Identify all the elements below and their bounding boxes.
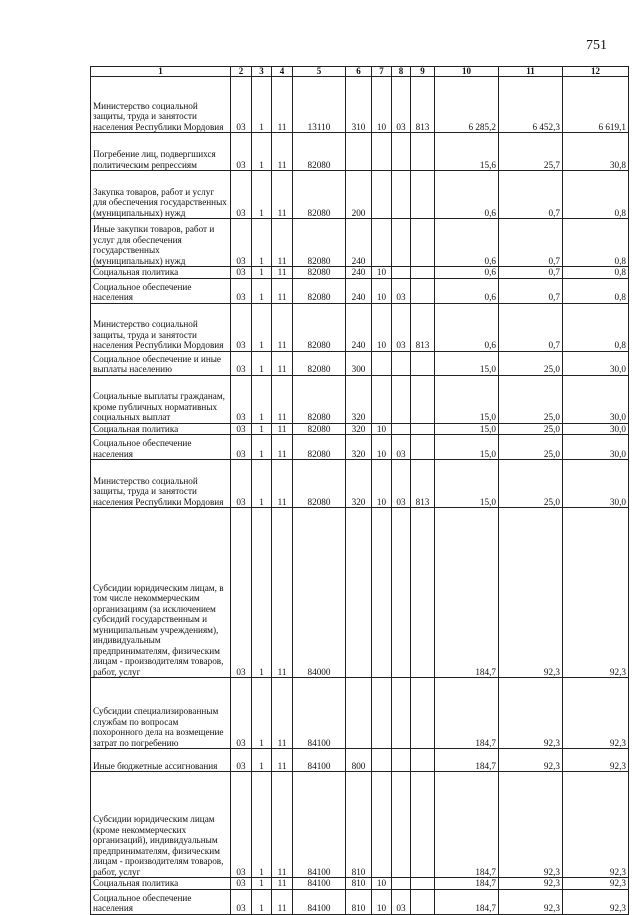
cell-col-2: 03 — [231, 435, 252, 460]
cell-col-10: 0,6 — [435, 171, 499, 219]
cell-col-12: 30,0 — [563, 375, 629, 423]
cell-col-2: 03 — [231, 267, 252, 279]
cell-col-8 — [392, 878, 411, 890]
cell-col-10: 184,7 — [435, 878, 499, 890]
cell-col-9 — [411, 435, 435, 460]
cell-col-10: 0,6 — [435, 267, 499, 279]
cell-col-3: 1 — [252, 219, 272, 267]
cell-col-3: 1 — [252, 749, 272, 772]
cell-col-4: 11 — [272, 749, 293, 772]
cell-col-10: 184,7 — [435, 508, 499, 678]
cell-col-7: 10 — [372, 889, 392, 914]
cell-col-11: 0,7 — [499, 171, 563, 219]
cell-col-2: 03 — [231, 460, 252, 508]
cell-col-11: 25,0 — [499, 460, 563, 508]
cell-col-3: 1 — [252, 423, 272, 435]
cell-col-3: 1 — [252, 267, 272, 279]
cell-col-4: 11 — [272, 133, 293, 171]
cell-col-7: 10 — [372, 278, 392, 303]
cell-col-3: 1 — [252, 435, 272, 460]
cell-col-8 — [392, 133, 411, 171]
cell-col-7 — [372, 133, 392, 171]
cell-col-8 — [392, 267, 411, 279]
cell-col-12: 0,8 — [563, 267, 629, 279]
cell-col-12: 0,8 — [563, 278, 629, 303]
cell-col-2: 03 — [231, 749, 252, 772]
cell-col-6: 240 — [346, 219, 372, 267]
cell-col-4: 11 — [272, 772, 293, 878]
cell-col-10: 15,0 — [435, 351, 499, 375]
table-row — [91, 678, 629, 749]
cell-col-2: 03 — [231, 678, 252, 749]
cell-col-2: 03 — [231, 772, 252, 878]
cell-col-5: 82080 — [293, 423, 346, 435]
cell-col-8: 03 — [392, 278, 411, 303]
cell-col-2: 03 — [231, 303, 252, 351]
cell-col-4: 11 — [272, 219, 293, 267]
row-name-cell: Социальное обеспечение населения — [91, 889, 231, 914]
cell-col-2: 03 — [231, 423, 252, 435]
table-row — [91, 423, 629, 435]
cell-col-12: 30,0 — [563, 423, 629, 435]
cell-col-2: 03 — [231, 219, 252, 267]
table-row — [91, 375, 629, 423]
cell-col-11: 0,7 — [499, 267, 563, 279]
cell-col-5: 82080 — [293, 133, 346, 171]
cell-col-6: 810 — [346, 772, 372, 878]
cell-col-8 — [392, 219, 411, 267]
row-name-cell: Социальное обеспечение населения — [91, 435, 231, 460]
cell-col-10: 6 285,2 — [435, 77, 499, 133]
cell-col-8 — [392, 508, 411, 678]
row-name-cell: Субсидии юридическим лицам (кроме некоммерческих организаций), индивидуальным предпринимателям, физическим лицам - производителям товаров, работ, услуг — [91, 772, 231, 878]
cell-col-3: 1 — [252, 878, 272, 890]
row-name-cell: Социальная политика — [91, 423, 231, 435]
table-row — [91, 303, 629, 351]
column-header-4: 4 — [272, 67, 293, 77]
cell-col-6: 810 — [346, 878, 372, 890]
cell-col-12: 92,3 — [563, 508, 629, 678]
cell-col-8: 03 — [392, 435, 411, 460]
cell-col-7 — [372, 678, 392, 749]
table-row — [91, 878, 629, 890]
cell-col-7: 10 — [372, 303, 392, 351]
cell-col-8 — [392, 423, 411, 435]
cell-col-11: 25,0 — [499, 375, 563, 423]
cell-col-6: 320 — [346, 375, 372, 423]
cell-col-3: 1 — [252, 889, 272, 914]
cell-col-6: 320 — [346, 460, 372, 508]
table-row — [91, 219, 629, 267]
row-name-cell: Социальное обеспечение и иные выплаты населению — [91, 351, 231, 375]
cell-col-12: 92,3 — [563, 878, 629, 890]
cell-col-6: 310 — [346, 77, 372, 133]
cell-col-3: 1 — [252, 508, 272, 678]
table-row — [91, 889, 629, 914]
cell-col-12: 92,3 — [563, 678, 629, 749]
cell-col-6: 810 — [346, 889, 372, 914]
cell-col-3: 1 — [252, 460, 272, 508]
cell-col-9 — [411, 772, 435, 878]
cell-col-7 — [372, 171, 392, 219]
cell-col-12: 30,0 — [563, 351, 629, 375]
cell-col-7: 10 — [372, 423, 392, 435]
column-header-8: 8 — [392, 67, 411, 77]
cell-col-5: 82080 — [293, 351, 346, 375]
table-row — [91, 351, 629, 375]
cell-col-3: 1 — [252, 77, 272, 133]
cell-col-11: 0,7 — [499, 219, 563, 267]
cell-col-5: 84100 — [293, 889, 346, 914]
budget-table — [90, 66, 629, 915]
cell-col-10: 15,0 — [435, 375, 499, 423]
cell-col-4: 11 — [272, 460, 293, 508]
column-header-3: 3 — [252, 67, 272, 77]
cell-col-11: 92,3 — [499, 508, 563, 678]
cell-col-5: 82080 — [293, 219, 346, 267]
cell-col-12: 92,3 — [563, 772, 629, 878]
cell-col-6: 240 — [346, 303, 372, 351]
cell-col-11: 25,0 — [499, 423, 563, 435]
cell-col-9 — [411, 278, 435, 303]
cell-col-12: 30,0 — [563, 435, 629, 460]
table-header-row — [91, 67, 629, 77]
cell-col-5: 82080 — [293, 375, 346, 423]
column-header-6: 6 — [346, 67, 372, 77]
cell-col-7: 10 — [372, 267, 392, 279]
cell-col-5: 82080 — [293, 303, 346, 351]
cell-col-6 — [346, 678, 372, 749]
cell-col-9 — [411, 889, 435, 914]
cell-col-9 — [411, 423, 435, 435]
cell-col-10: 0,6 — [435, 303, 499, 351]
row-name-cell: Министерство социальной защиты, труда и занятости населения Республики Мордовия — [91, 460, 231, 508]
cell-col-6: 320 — [346, 435, 372, 460]
cell-col-12: 0,8 — [563, 303, 629, 351]
cell-col-5: 84100 — [293, 678, 346, 749]
cell-col-12: 30,0 — [563, 460, 629, 508]
cell-col-5: 82080 — [293, 171, 346, 219]
cell-col-5: 82080 — [293, 267, 346, 279]
cell-col-9: 813 — [411, 77, 435, 133]
cell-col-4: 11 — [272, 303, 293, 351]
cell-col-5: 82080 — [293, 435, 346, 460]
row-name-cell: Социальные выплаты гражданам, кроме публичных нормативных социальных выплат — [91, 375, 231, 423]
cell-col-4: 11 — [272, 77, 293, 133]
cell-col-10: 15,0 — [435, 460, 499, 508]
cell-col-9 — [411, 171, 435, 219]
table-row — [91, 171, 629, 219]
cell-col-9 — [411, 133, 435, 171]
table-row — [91, 133, 629, 171]
cell-col-7 — [372, 508, 392, 678]
cell-col-11: 25,7 — [499, 133, 563, 171]
cell-col-7 — [372, 219, 392, 267]
column-header-7: 7 — [372, 67, 392, 77]
row-name-cell: Социальное обеспечение населения — [91, 278, 231, 303]
column-header-10: 10 — [435, 67, 499, 77]
cell-col-3: 1 — [252, 303, 272, 351]
cell-col-8 — [392, 351, 411, 375]
column-header-1: 1 — [91, 67, 231, 77]
cell-col-6: 300 — [346, 351, 372, 375]
cell-col-8: 03 — [392, 460, 411, 508]
table-row — [91, 278, 629, 303]
cell-col-5: 82080 — [293, 278, 346, 303]
table-row — [91, 772, 629, 878]
row-name-cell: Социальная политика — [91, 267, 231, 279]
cell-col-9 — [411, 749, 435, 772]
cell-col-3: 1 — [252, 278, 272, 303]
cell-col-4: 11 — [272, 678, 293, 749]
cell-col-4: 11 — [272, 351, 293, 375]
cell-col-9: 813 — [411, 460, 435, 508]
cell-col-3: 1 — [252, 678, 272, 749]
cell-col-4: 11 — [272, 267, 293, 279]
table-row — [91, 435, 629, 460]
cell-col-10: 184,7 — [435, 772, 499, 878]
cell-col-6: 240 — [346, 267, 372, 279]
row-name-cell: Социальная политика — [91, 878, 231, 890]
cell-col-10: 15,6 — [435, 133, 499, 171]
row-name-cell: Министерство социальной защиты, труда и занятости населения Республики Мордовия — [91, 77, 231, 133]
cell-col-6 — [346, 133, 372, 171]
cell-col-7: 10 — [372, 878, 392, 890]
cell-col-12: 0,8 — [563, 219, 629, 267]
cell-col-10: 184,7 — [435, 889, 499, 914]
cell-col-8: 03 — [392, 303, 411, 351]
cell-col-10: 0,6 — [435, 219, 499, 267]
cell-col-11: 92,3 — [499, 772, 563, 878]
cell-col-2: 03 — [231, 889, 252, 914]
cell-col-4: 11 — [272, 423, 293, 435]
cell-col-11: 25,0 — [499, 351, 563, 375]
cell-col-11: 92,3 — [499, 749, 563, 772]
cell-col-5: 84100 — [293, 772, 346, 878]
row-name-cell: Иные бюджетные ассигнования — [91, 749, 231, 772]
cell-col-12: 6 619,1 — [563, 77, 629, 133]
cell-col-2: 03 — [231, 508, 252, 678]
cell-col-10: 15,0 — [435, 423, 499, 435]
cell-col-10: 0,6 — [435, 278, 499, 303]
cell-col-6: 800 — [346, 749, 372, 772]
cell-col-5: 84100 — [293, 878, 346, 890]
cell-col-2: 03 — [231, 278, 252, 303]
cell-col-7: 10 — [372, 435, 392, 460]
column-header-5: 5 — [293, 67, 346, 77]
cell-col-3: 1 — [252, 351, 272, 375]
cell-col-9 — [411, 267, 435, 279]
cell-col-4: 11 — [272, 435, 293, 460]
cell-col-6 — [346, 508, 372, 678]
cell-col-2: 03 — [231, 133, 252, 171]
cell-col-7 — [372, 749, 392, 772]
cell-col-4: 11 — [272, 375, 293, 423]
table-row — [91, 508, 629, 678]
cell-col-3: 1 — [252, 171, 272, 219]
cell-col-11: 92,3 — [499, 889, 563, 914]
cell-col-4: 11 — [272, 508, 293, 678]
cell-col-8 — [392, 749, 411, 772]
table-row — [91, 460, 629, 508]
row-name-cell: Иные закупки товаров, работ и услуг для обеспечения государственных (муниципальных) нужд — [91, 219, 231, 267]
cell-col-6: 320 — [346, 423, 372, 435]
cell-col-7 — [372, 375, 392, 423]
cell-col-9 — [411, 351, 435, 375]
table-body — [91, 77, 629, 915]
cell-col-10: 184,7 — [435, 749, 499, 772]
cell-col-11: 92,3 — [499, 878, 563, 890]
cell-col-3: 1 — [252, 772, 272, 878]
cell-col-2: 03 — [231, 375, 252, 423]
cell-col-4: 11 — [272, 878, 293, 890]
cell-col-5: 13110 — [293, 77, 346, 133]
cell-col-11: 25,0 — [499, 435, 563, 460]
cell-col-7: 10 — [372, 77, 392, 133]
cell-col-8 — [392, 678, 411, 749]
cell-col-5: 84000 — [293, 508, 346, 678]
cell-col-12: 30,8 — [563, 133, 629, 171]
cell-col-5: 84100 — [293, 749, 346, 772]
cell-col-5: 82080 — [293, 460, 346, 508]
cell-col-10: 184,7 — [435, 678, 499, 749]
cell-col-7: 10 — [372, 460, 392, 508]
cell-col-4: 11 — [272, 278, 293, 303]
cell-col-4: 11 — [272, 889, 293, 914]
table-row — [91, 267, 629, 279]
cell-col-11: 92,3 — [499, 678, 563, 749]
cell-col-12: 0,8 — [563, 171, 629, 219]
cell-col-2: 03 — [231, 878, 252, 890]
cell-col-12: 92,3 — [563, 889, 629, 914]
cell-col-8: 03 — [392, 77, 411, 133]
cell-col-6: 240 — [346, 278, 372, 303]
cell-col-4: 11 — [272, 171, 293, 219]
cell-col-7 — [372, 351, 392, 375]
cell-col-3: 1 — [252, 133, 272, 171]
cell-col-9 — [411, 508, 435, 678]
row-name-cell: Погребение лиц, подвергшихся политическим репрессиям — [91, 133, 231, 171]
row-name-cell: Субсидии юридическим лицам, в том числе некоммерческим организациям (за исключением субсидий государственным и муниципальным учреждениям), индивидуальным предпринимателям, физическим лицам - производителям товаров, работ, услуг — [91, 508, 231, 678]
cell-col-2: 03 — [231, 77, 252, 133]
cell-col-11: 6 452,3 — [499, 77, 563, 133]
cell-col-9: 813 — [411, 303, 435, 351]
row-name-cell: Субсидии специализированным службам по вопросам похоронного дела на возмещение затрат по погребению — [91, 678, 231, 749]
page-number: 751 — [586, 38, 607, 53]
cell-col-12: 92,3 — [563, 749, 629, 772]
cell-col-8 — [392, 171, 411, 219]
cell-col-11: 0,7 — [499, 278, 563, 303]
table-row — [91, 77, 629, 133]
cell-col-9 — [411, 219, 435, 267]
row-name-cell: Министерство социальной защиты, труда и занятости населения Республики Мордовия — [91, 303, 231, 351]
cell-col-11: 0,7 — [499, 303, 563, 351]
cell-col-8: 03 — [392, 889, 411, 914]
row-name-cell: Закупка товаров, работ и услуг для обеспечения государственных (муниципальных) нужд — [91, 171, 231, 219]
column-header-2: 2 — [231, 67, 252, 77]
cell-col-6: 200 — [346, 171, 372, 219]
cell-col-9 — [411, 678, 435, 749]
cell-col-8 — [392, 772, 411, 878]
cell-col-10: 15,0 — [435, 435, 499, 460]
column-header-12: 12 — [563, 67, 629, 77]
cell-col-8 — [392, 375, 411, 423]
column-header-9: 9 — [411, 67, 435, 77]
cell-col-2: 03 — [231, 351, 252, 375]
cell-col-9 — [411, 878, 435, 890]
cell-col-2: 03 — [231, 171, 252, 219]
cell-col-3: 1 — [252, 375, 272, 423]
table-row — [91, 749, 629, 772]
cell-col-7 — [372, 772, 392, 878]
cell-col-9 — [411, 375, 435, 423]
column-header-11: 11 — [499, 67, 563, 77]
